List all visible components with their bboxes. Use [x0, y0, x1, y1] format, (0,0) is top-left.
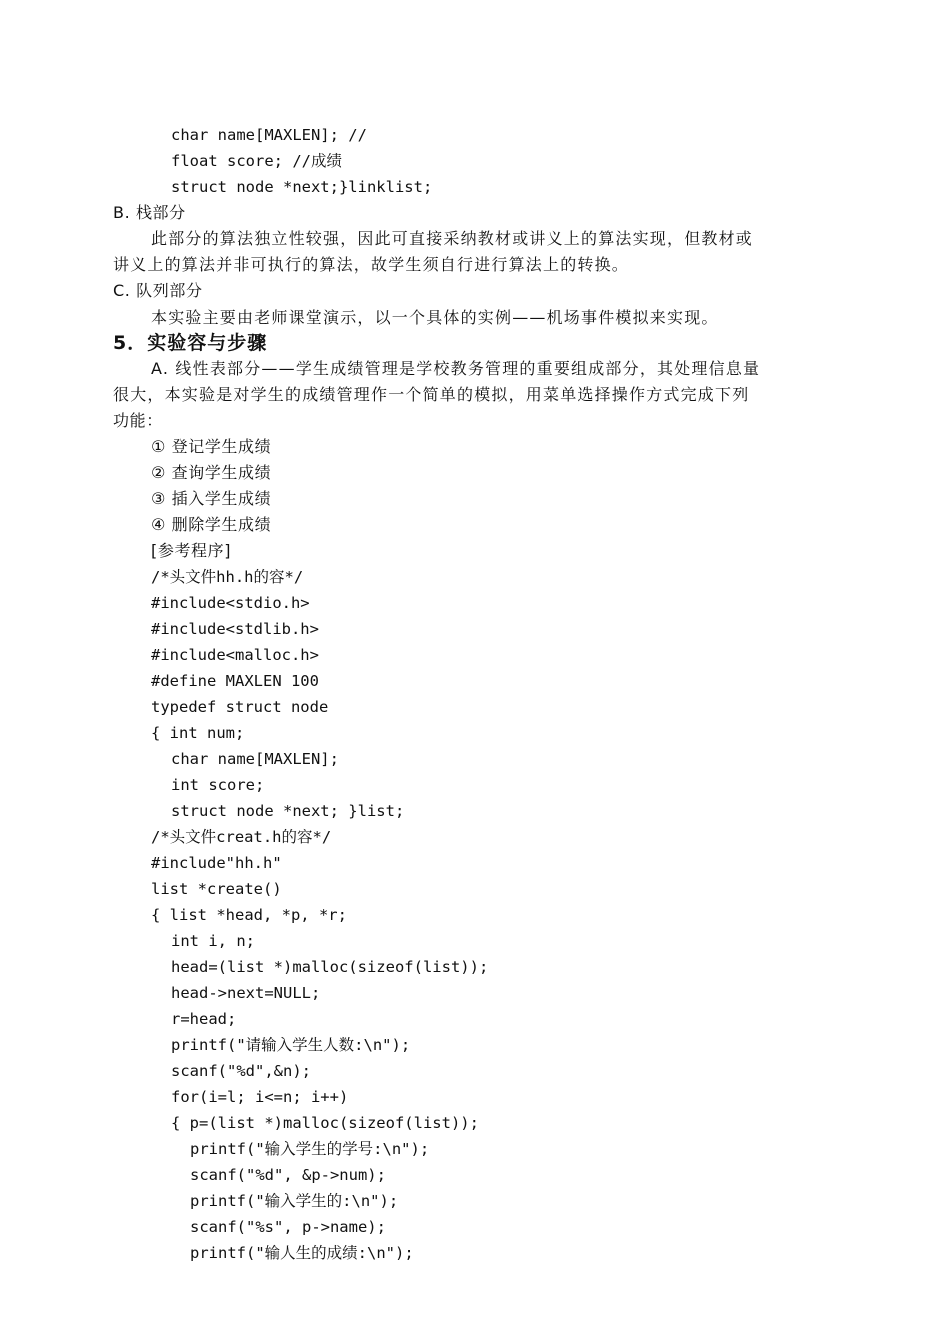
list-item: ③ 插入学生成绩 [151, 489, 272, 508]
code-line: char name[MAXLEN]; [171, 750, 339, 768]
code-line: char name[MAXLEN]; // [171, 126, 367, 144]
paragraph-line: 功能： [113, 411, 163, 430]
code-line: r=head; [171, 1010, 237, 1028]
code-line: { p=(list *)malloc(sizeof(list)); [171, 1114, 479, 1132]
code-line: int score; [171, 776, 265, 794]
code-line: head=(list *)malloc(sizeof(list)); [171, 958, 489, 976]
paragraph-line: 很大，本实验是对学生的成绩管理作一个简单的模拟，用菜单选择操作方式完成下列 [113, 385, 750, 404]
paragraph-line: 讲义上的算法并非可执行的算法，故学生须自行进行算法上的转换。 [113, 255, 630, 274]
code-line: { int num; [151, 724, 245, 742]
code-line: printf("输入学生的:\n"); [190, 1192, 399, 1210]
code-line: float score; //成绩 [171, 152, 342, 170]
code-line: list *create() [151, 880, 282, 898]
code-line: printf("请输入学生人数:\n"); [171, 1036, 411, 1054]
code-line: #define MAXLEN 100 [151, 672, 319, 690]
section-label-b: B. 栈部分 [113, 203, 186, 222]
paragraph-line: 此部分的算法独立性较强，因此可直接采纳教材或讲义上的算法实现，但教材或 [151, 229, 754, 248]
section-heading: 5．实验容与步骤 [113, 332, 268, 354]
code-line: head->next=NULL; [171, 984, 321, 1002]
code-line: struct node *next;}linklist; [171, 178, 433, 196]
list-item: ② 查询学生成绩 [151, 463, 272, 482]
code-line: { list *head, *p, *r; [151, 906, 347, 924]
paragraph-line: A. 线性表部分——学生成绩管理是学校教务管理的重要组成部分，其处理信息量 [151, 359, 761, 378]
code-line: int i, n; [171, 932, 255, 950]
code-line: #include<malloc.h> [151, 646, 319, 664]
code-comment: /*头文件creat.h的容*/ [151, 828, 332, 846]
code-line: #include<stdio.h> [151, 594, 310, 612]
section-label-c: C. 队列部分 [113, 281, 203, 300]
list-item: ④ 删除学生成绩 [151, 515, 272, 534]
code-line: struct node *next; }list; [171, 802, 405, 820]
code-line: printf("输人生的成绩:\n"); [190, 1244, 414, 1262]
code-line: printf("输入学生的学号:\n"); [190, 1140, 430, 1158]
code-line: scanf("%d", &p->num); [190, 1166, 386, 1184]
list-item: ① 登记学生成绩 [151, 437, 272, 456]
paragraph-line: 本实验主要由老师课堂演示，以一个具体的实例——机场事件模拟来实现。 [151, 308, 719, 327]
code-line: typedef struct node [151, 698, 329, 716]
code-line: scanf("%d",&n); [171, 1062, 311, 1080]
code-line: for(i=l; i<=n; i++) [171, 1088, 349, 1106]
reference-program-label: [参考程序] [151, 541, 232, 560]
code-comment: /*头文件hh.h的容*/ [151, 568, 304, 586]
code-line: scanf("%s", p->name); [190, 1218, 386, 1236]
code-line: #include"hh.h" [151, 854, 282, 872]
code-line: #include<stdlib.h> [151, 620, 319, 638]
